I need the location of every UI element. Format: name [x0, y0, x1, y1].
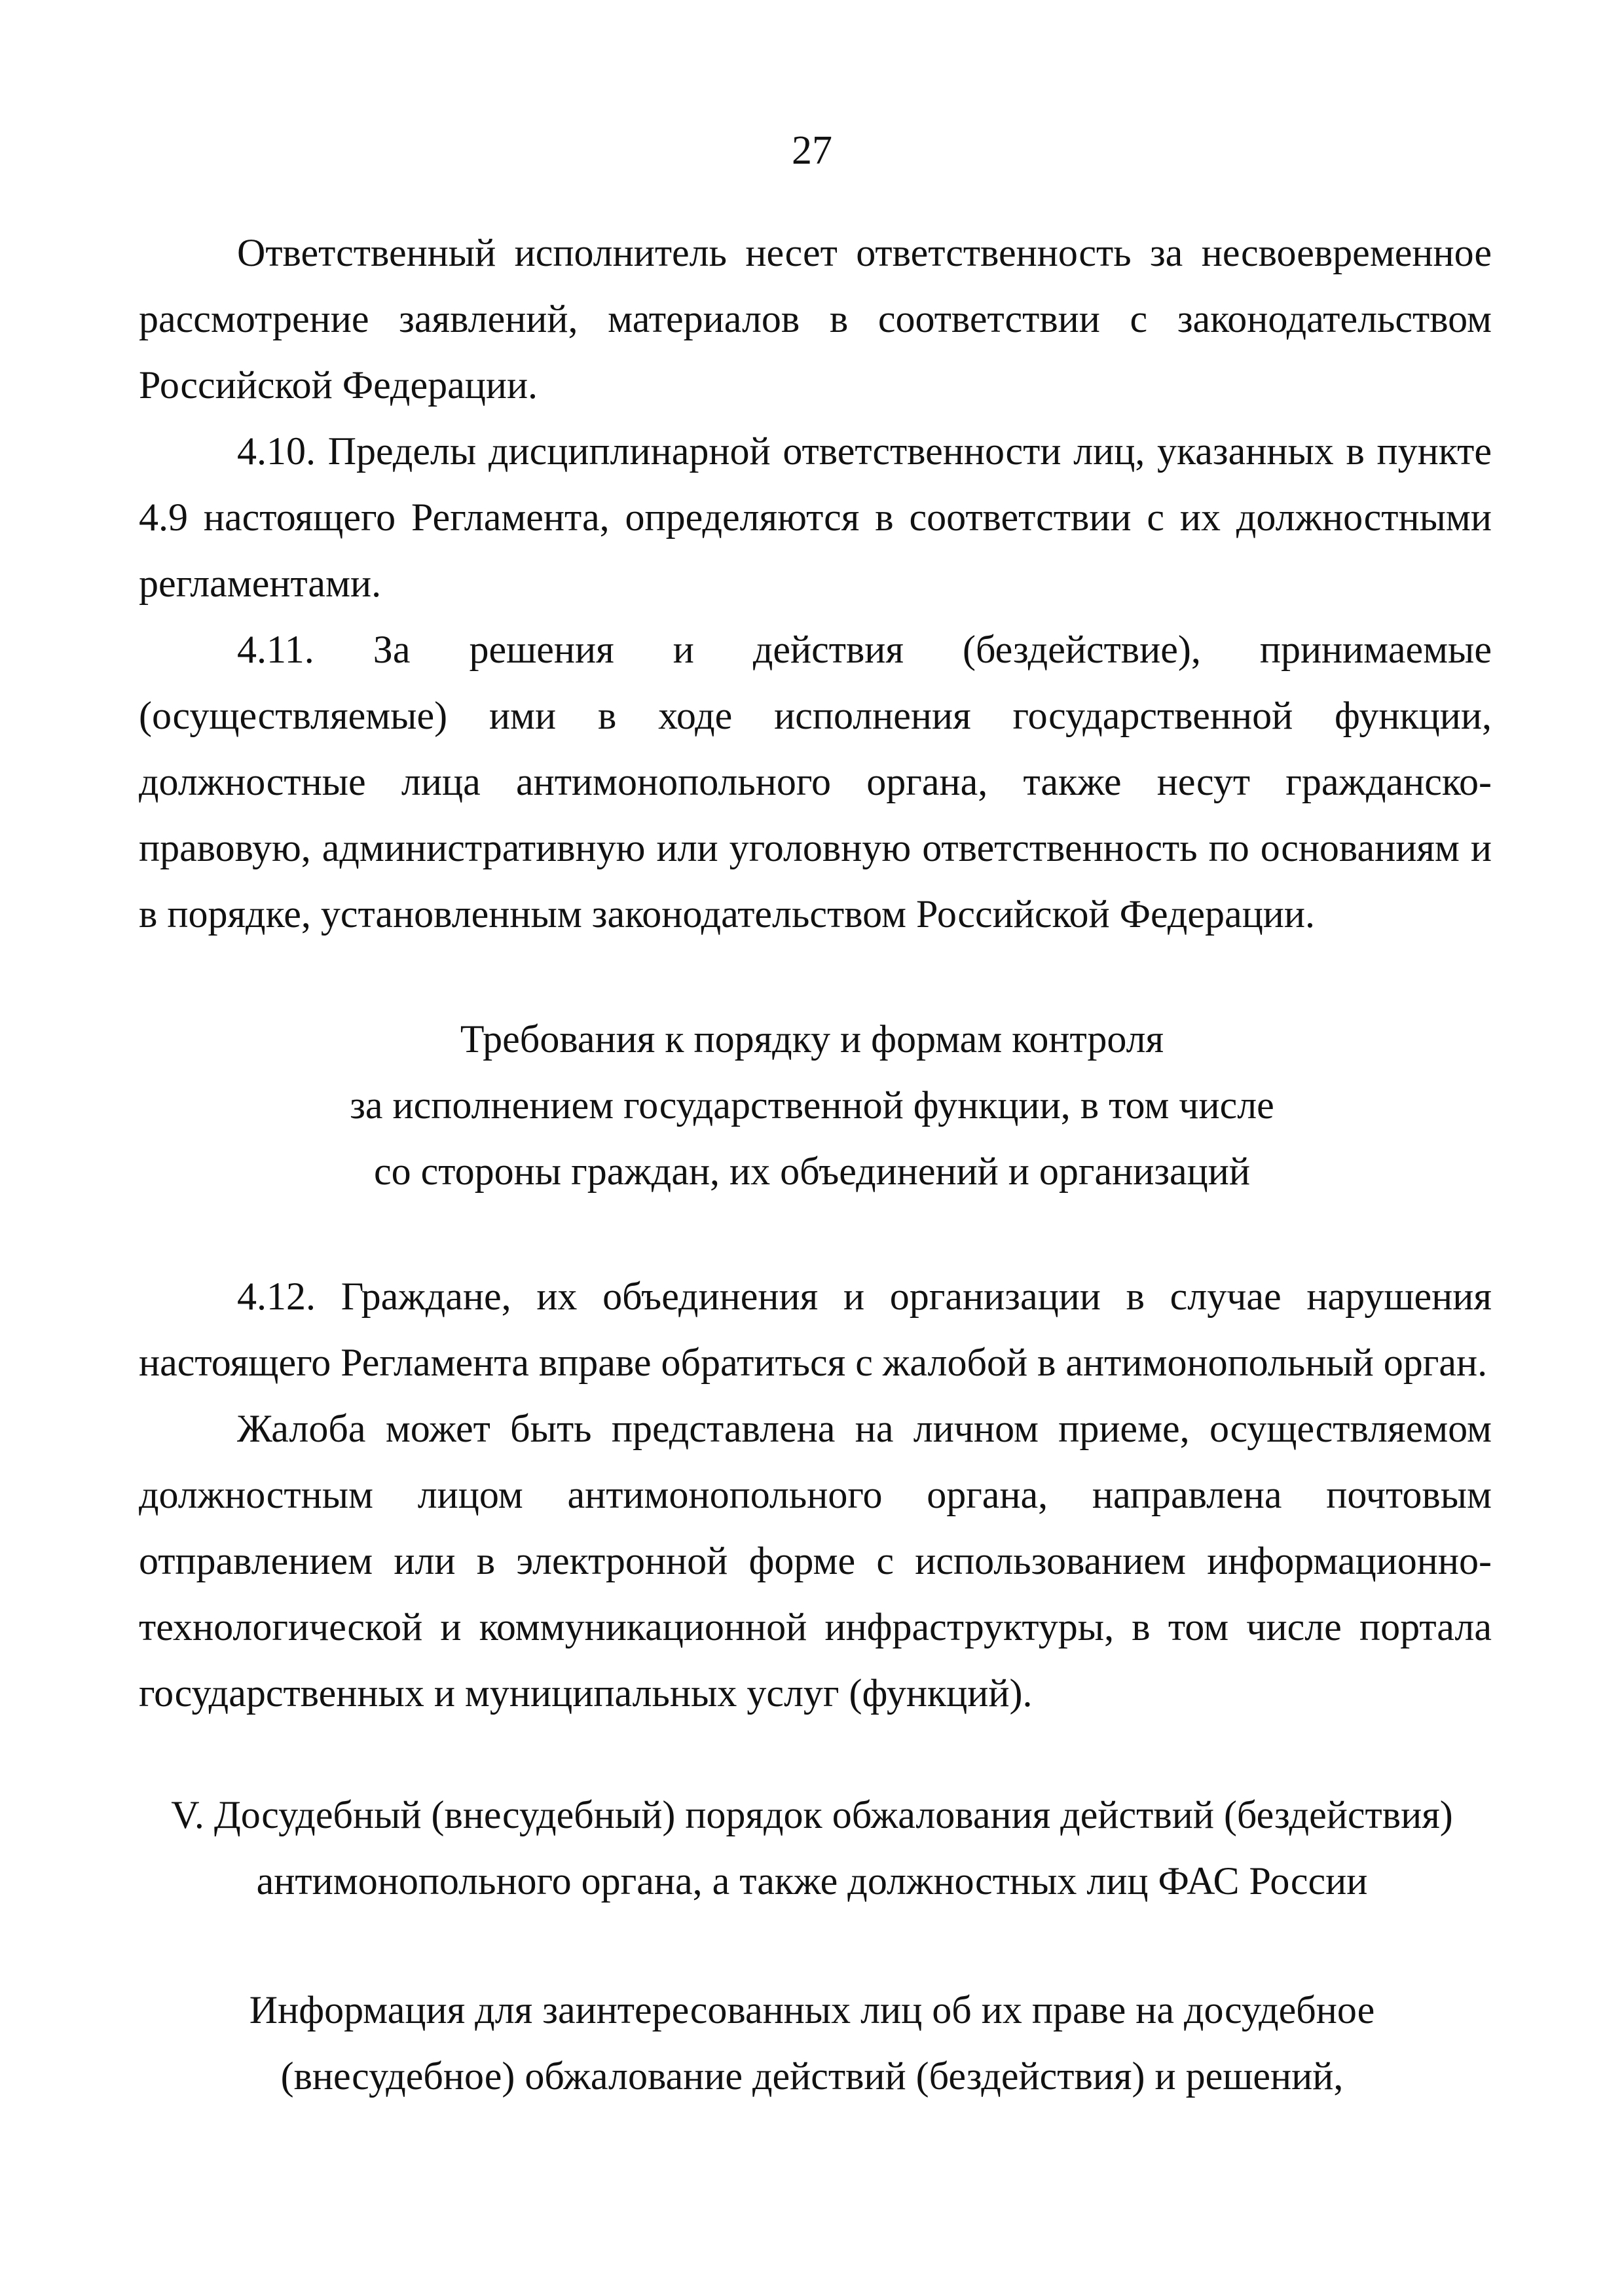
paragraph-complaint-submission: Жалоба может быть представлена на личном приеме, осуществляемом должностным лицом антимонопольного органа, направлена почтовым отправлением или в электронной форме с использованием информационно-технологической и коммуникационной инфраструктуры, в том числе портала государственных и муниципальных услуг (функций).: [139, 1407, 1492, 1715]
responsibility-section: [139, 220, 1492, 947]
heading-line: Требования к порядку и формам контроля: [460, 1017, 1164, 1061]
complaint-section: [139, 1264, 1492, 1726]
heading-line: V. Досудебный (внесудебный) порядок обжалования действий (бездействия): [171, 1793, 1453, 1836]
heading-line: со стороны граждан, их объединений и организаций: [373, 1150, 1251, 1193]
heading-line: антимонопольного органа, а также должностных лиц ФАС России: [256, 1859, 1368, 1903]
heading-control-requirements: [0, 1006, 1624, 1205]
paragraph-4-10: 4.10. Пределы дисциплинарной ответственности лиц, указанных в пункте 4.9 настоящего Регламента, определяются в соответствии с их должностными регламентами.: [139, 429, 1492, 605]
paragraph-4-12: 4.12. Граждане, их объединения и организации в случае нарушения настоящего Регламента вправе обратиться с жалобой в антимонопольный орган.: [139, 1275, 1492, 1384]
paragraph-4-11: 4.11. За решения и действия (бездействие), принимаемые (осуществляемые) ими в ходе исполнения государственной функции, должностные лица антимонопольного органа, также несут гражданско-правовую, административную или уголовную ответственность по основаниям и в порядке, установленным законодательством Российской Федерации.: [139, 628, 1492, 936]
heading-line: (внесудебное) обжалование действий (бездействия) и решений,: [280, 2054, 1344, 2098]
paragraph-responsible-executor: Ответственный исполнитель несет ответственность за несвоевременное рассмотрение заявлений, материалов в соответствии с законодательством Российской Федерации.: [139, 231, 1492, 407]
info-heading: [0, 1977, 1624, 2109]
heading-line: Информация для заинтересованных лиц об их праве на досудебное: [249, 1988, 1375, 2032]
heading-line: за исполнением государственной функции, в том числе: [350, 1084, 1274, 1127]
section-v-heading: [0, 1782, 1624, 1914]
page-number: 27: [792, 128, 832, 173]
